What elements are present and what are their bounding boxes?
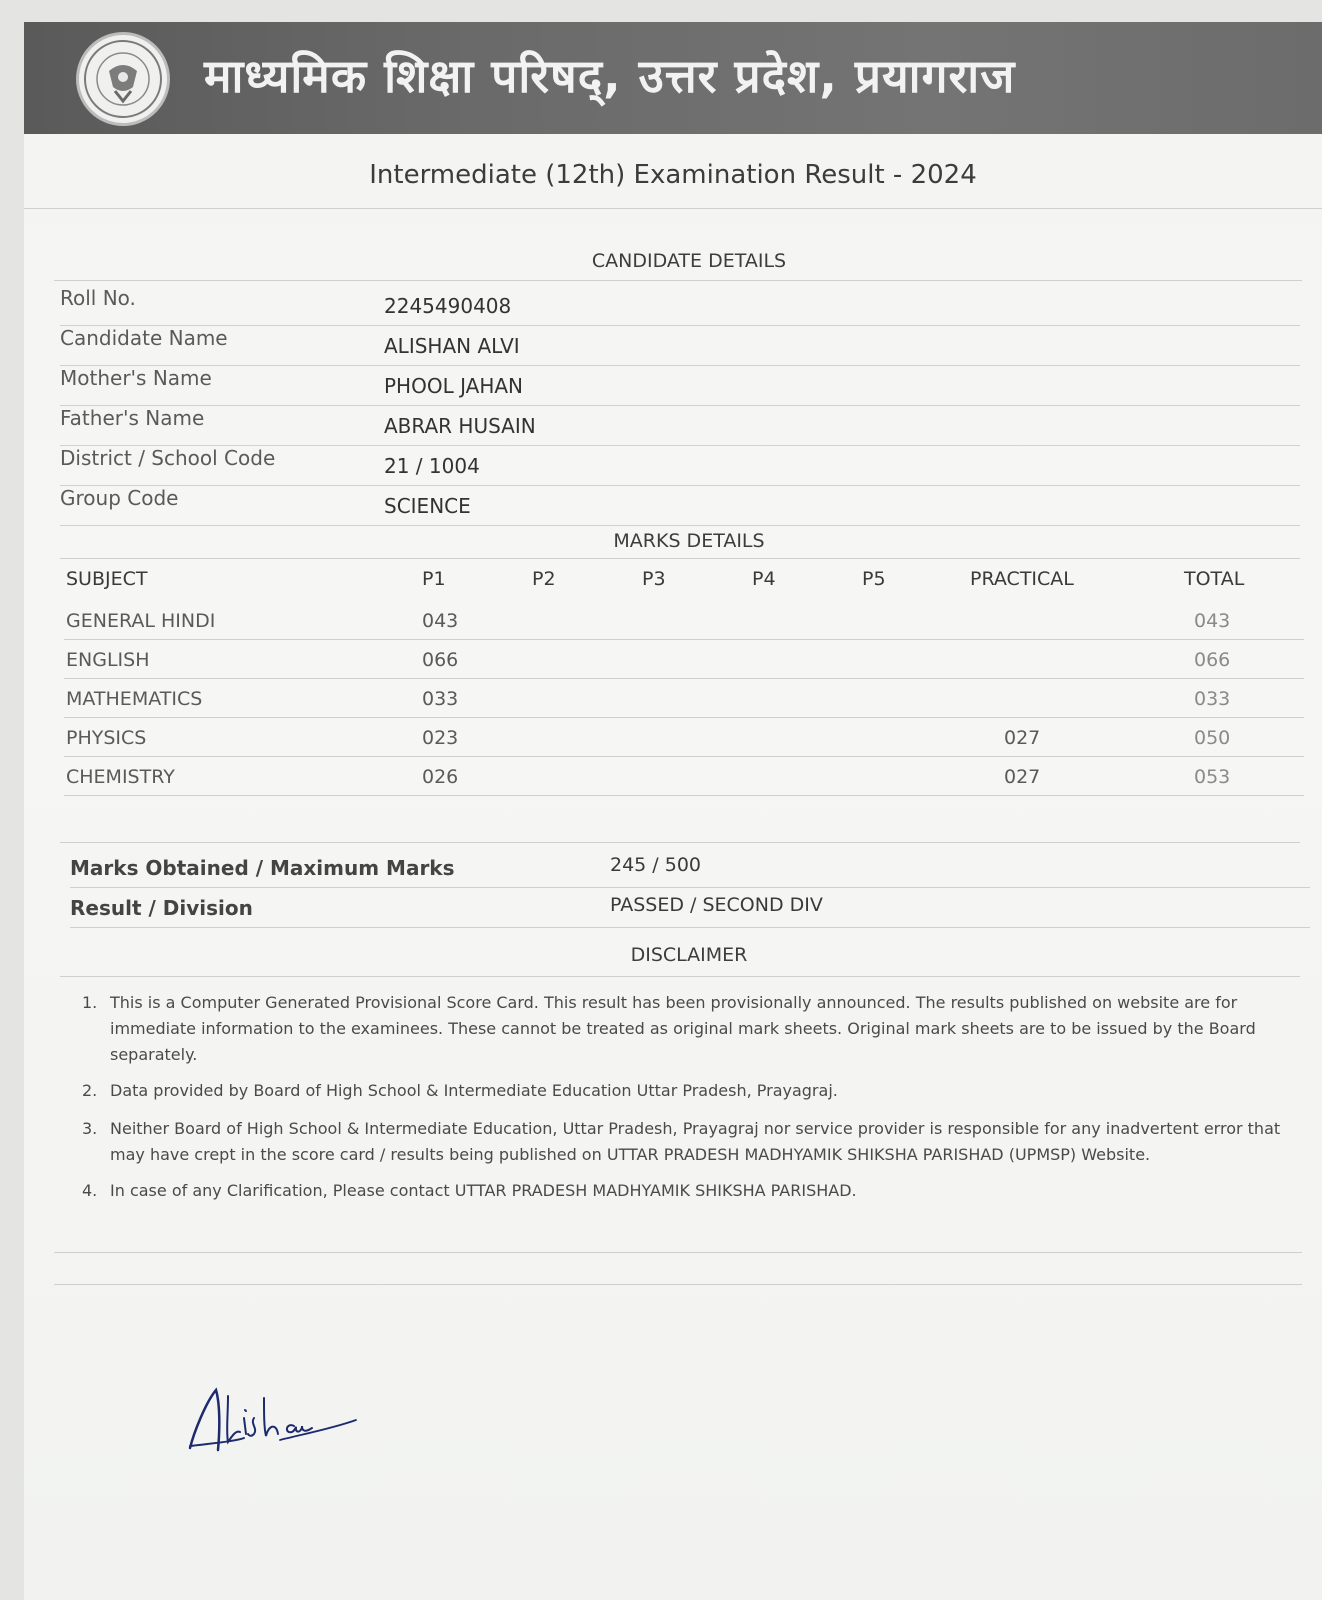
disclaimer-number: 2. xyxy=(82,1081,98,1100)
result-division-row xyxy=(70,888,1310,928)
candidate-details-title: CANDIDATE DETAILS xyxy=(591,250,787,272)
marks-cell-subject: PHYSICS xyxy=(66,727,147,749)
marks-cell-total: 053 xyxy=(1194,766,1231,788)
result-sheet xyxy=(24,22,1322,1600)
disclaimer-number: 4. xyxy=(82,1181,98,1200)
marks-cell-subject: GENERAL HINDI xyxy=(66,610,216,632)
result-division-label: Result / Division xyxy=(70,896,253,920)
disclaimer-text: Neither Board of High School & Intermediate Education, Uttar Pradesh, Prayagraj nor service provider is responsible for any inadvertent error that may have crept in the score card / results being published on UTTAR PRADESH MADHYAMIK SHIKSHA PARISHAD (UPMSP) Website. xyxy=(110,1119,1281,1164)
disclaimer-text: In case of any Clarification, Please contact UTTAR PRADESH MADHYAMIK SHIKSHA PARISHAD. xyxy=(110,1181,857,1200)
disclaimer-number: 1. xyxy=(82,993,98,1012)
marks-cell-p1: 033 xyxy=(422,688,459,710)
candidate-detail-row xyxy=(60,326,1300,366)
divider xyxy=(24,208,1322,209)
marks-table-header xyxy=(64,560,1304,598)
divider xyxy=(54,280,1302,281)
candidate-detail-row xyxy=(60,286,1300,326)
marks-obtained-label: Marks Obtained / Maximum Marks xyxy=(70,856,455,880)
detail-label: District / School Code xyxy=(60,446,276,470)
column-header-total: TOTAL xyxy=(1184,568,1245,590)
disclaimer-title: DISCLAIMER xyxy=(630,944,748,966)
candidate-detail-row xyxy=(60,406,1300,446)
column-header-subject: SUBJECT xyxy=(66,568,148,590)
divider xyxy=(60,558,1300,559)
detail-value: SCIENCE xyxy=(384,494,471,518)
handwritten-signature-icon xyxy=(184,1384,374,1468)
column-header-p3: P3 xyxy=(642,568,666,590)
board-header xyxy=(24,22,1322,134)
marks-cell-total: 033 xyxy=(1194,688,1231,710)
column-header-p4: P4 xyxy=(752,568,776,590)
marks-cell-total: 043 xyxy=(1194,610,1231,632)
divider xyxy=(60,976,1300,977)
divider xyxy=(54,1284,1302,1285)
up-government-emblem-icon xyxy=(76,32,170,126)
detail-value: 2245490408 xyxy=(384,294,512,318)
marks-cell-subject: CHEMISTRY xyxy=(66,766,175,788)
marks-cell-p1: 043 xyxy=(422,610,459,632)
board-name-hindi: माध्यमिक शिक्षा परिषद्, उत्तर प्रदेश, प्रयागराज xyxy=(204,49,1016,103)
candidate-detail-row xyxy=(60,366,1300,406)
marks-cell-practical: 027 xyxy=(1004,727,1041,749)
detail-label: Candidate Name xyxy=(60,326,228,350)
column-header-practical: PRACTICAL xyxy=(970,568,1074,590)
detail-label: Group Code xyxy=(60,486,179,510)
marks-cell-p1: 026 xyxy=(422,766,459,788)
marks-row xyxy=(64,719,1304,757)
column-header-p5: P5 xyxy=(862,568,886,590)
marks-cell-practical: 027 xyxy=(1004,766,1041,788)
exam-title: Intermediate (12th) Examination Result - 2024 xyxy=(369,160,977,190)
detail-label: Mother's Name xyxy=(60,366,212,390)
marks-details-title: MARKS DETAILS xyxy=(613,530,765,552)
marks-cell-subject: MATHEMATICS xyxy=(66,688,203,710)
detail-value: ALISHAN ALVI xyxy=(384,334,520,358)
marks-obtained-value: 245 / 500 xyxy=(610,854,702,876)
marks-cell-subject: ENGLISH xyxy=(66,649,150,671)
candidate-detail-row xyxy=(60,446,1300,486)
marks-obtained-row xyxy=(70,848,1310,888)
detail-value: 21 / 1004 xyxy=(384,454,480,478)
disclaimer-text: This is a Computer Generated Provisional Score Card. This result has been provisionally announced. The results published on website are for immediate information to the examinees. These cannot be treated as original mark sheets. Original mark sheets are to be issued by the Board separately. xyxy=(110,993,1256,1064)
candidate-detail-row xyxy=(60,486,1300,526)
marks-cell-p1: 066 xyxy=(422,649,459,671)
marks-row xyxy=(64,680,1304,718)
disclaimer-number: 3. xyxy=(82,1119,98,1138)
detail-label: Father's Name xyxy=(60,406,205,430)
result-division-value: PASSED / SECOND DIV xyxy=(610,894,823,916)
divider xyxy=(54,1252,1302,1253)
marks-row xyxy=(64,602,1304,640)
marks-cell-total: 050 xyxy=(1194,727,1231,749)
marks-row xyxy=(64,758,1304,796)
detail-value: ABRAR HUSAIN xyxy=(384,414,536,438)
detail-value: PHOOL JAHAN xyxy=(384,374,523,398)
column-header-p2: P2 xyxy=(532,568,556,590)
marks-cell-p1: 023 xyxy=(422,727,459,749)
disclaimer-text: Data provided by Board of High School & Intermediate Education Uttar Pradesh, Prayagraj. xyxy=(110,1081,838,1100)
detail-label: Roll No. xyxy=(60,286,136,310)
marks-row xyxy=(64,641,1304,679)
divider xyxy=(60,842,1300,843)
marks-cell-total: 066 xyxy=(1194,649,1231,671)
column-header-p1: P1 xyxy=(422,568,446,590)
